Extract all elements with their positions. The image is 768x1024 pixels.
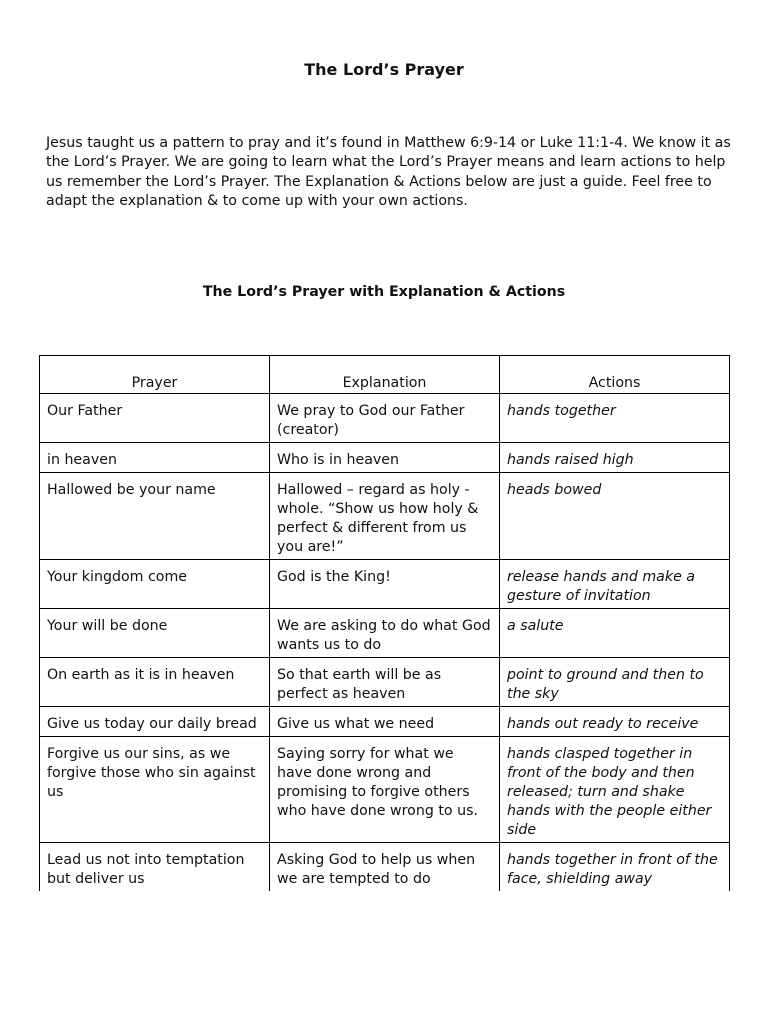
explanation-cell: Saying sorry for what we have done wrong and promising to forgive others who have done wrong to us. bbox=[270, 737, 500, 843]
action-cell: hands raised high bbox=[500, 443, 730, 473]
explanation-cell: Who is in heaven bbox=[270, 443, 500, 473]
prayer-cell: Your kingdom come bbox=[40, 560, 270, 609]
action-cell: release hands and make a gesture of invitation bbox=[500, 560, 730, 609]
table-subtitle: The Lord’s Prayer with Explanation & Actions bbox=[202, 284, 566, 300]
table-row bbox=[40, 843, 730, 892]
explanation-cell: Asking God to help us when we are tempted to do bbox=[270, 843, 500, 892]
action-cell: heads bowed bbox=[500, 473, 730, 560]
table-row bbox=[40, 394, 730, 443]
prayer-cell: Hallowed be your name bbox=[40, 473, 270, 560]
explanation-cell: We pray to God our Father (creator) bbox=[270, 394, 500, 443]
action-cell: hands together in front of the face, shielding away bbox=[500, 843, 730, 892]
header-actions: Actions bbox=[500, 356, 730, 394]
table-header-row bbox=[40, 356, 730, 394]
page-title: The Lord’s Prayer bbox=[304, 60, 464, 79]
explanation-cell: Give us what we need bbox=[270, 707, 500, 737]
action-cell: hands clasped together in front of the body and then released; turn and shake hands with the people either side bbox=[500, 737, 730, 843]
prayer-cell: Your will be done bbox=[40, 609, 270, 658]
prayer-cell: Lead us not into temptation but deliver us bbox=[40, 843, 270, 892]
prayer-cell: On earth as it is in heaven bbox=[40, 658, 270, 707]
explanation-cell: Hallowed – regard as holy - whole. “Show us how holy & perfect & different from us you are!” bbox=[270, 473, 500, 560]
action-cell: a salute bbox=[500, 609, 730, 658]
table-row bbox=[40, 658, 730, 707]
table-row bbox=[40, 609, 730, 658]
header-prayer: Prayer bbox=[40, 356, 270, 394]
action-cell: hands out ready to receive bbox=[500, 707, 730, 737]
explanation-cell: God is the King! bbox=[270, 560, 500, 609]
table-row bbox=[40, 473, 730, 560]
prayer-cell: Our Father bbox=[40, 394, 270, 443]
action-cell: point to ground and then to the sky bbox=[500, 658, 730, 707]
prayer-cell: Forgive us our sins, as we forgive those who sin against us bbox=[40, 737, 270, 843]
table-row bbox=[40, 443, 730, 473]
table-row bbox=[40, 560, 730, 609]
prayer-table bbox=[39, 355, 730, 891]
header-explanation: Explanation bbox=[270, 356, 500, 394]
prayer-cell: in heaven bbox=[40, 443, 270, 473]
intro-paragraph: Jesus taught us a pattern to pray and it’s found in Matthew 6:9-14 or Luke 11:1-4. We know it as the Lord’s Prayer. We are going to learn what the Lord’s Prayer means and learn actions to help us remember the Lord’s Prayer. The Explanation & Actions below are just a guide. Feel free to adapt the explanation & to come up with your own actions. bbox=[46, 135, 731, 209]
explanation-cell: So that earth will be as perfect as heaven bbox=[270, 658, 500, 707]
explanation-cell: We are asking to do what God wants us to do bbox=[270, 609, 500, 658]
table-row bbox=[40, 737, 730, 843]
prayer-cell: Give us today our daily bread bbox=[40, 707, 270, 737]
action-cell: hands together bbox=[500, 394, 730, 443]
table-row bbox=[40, 707, 730, 737]
